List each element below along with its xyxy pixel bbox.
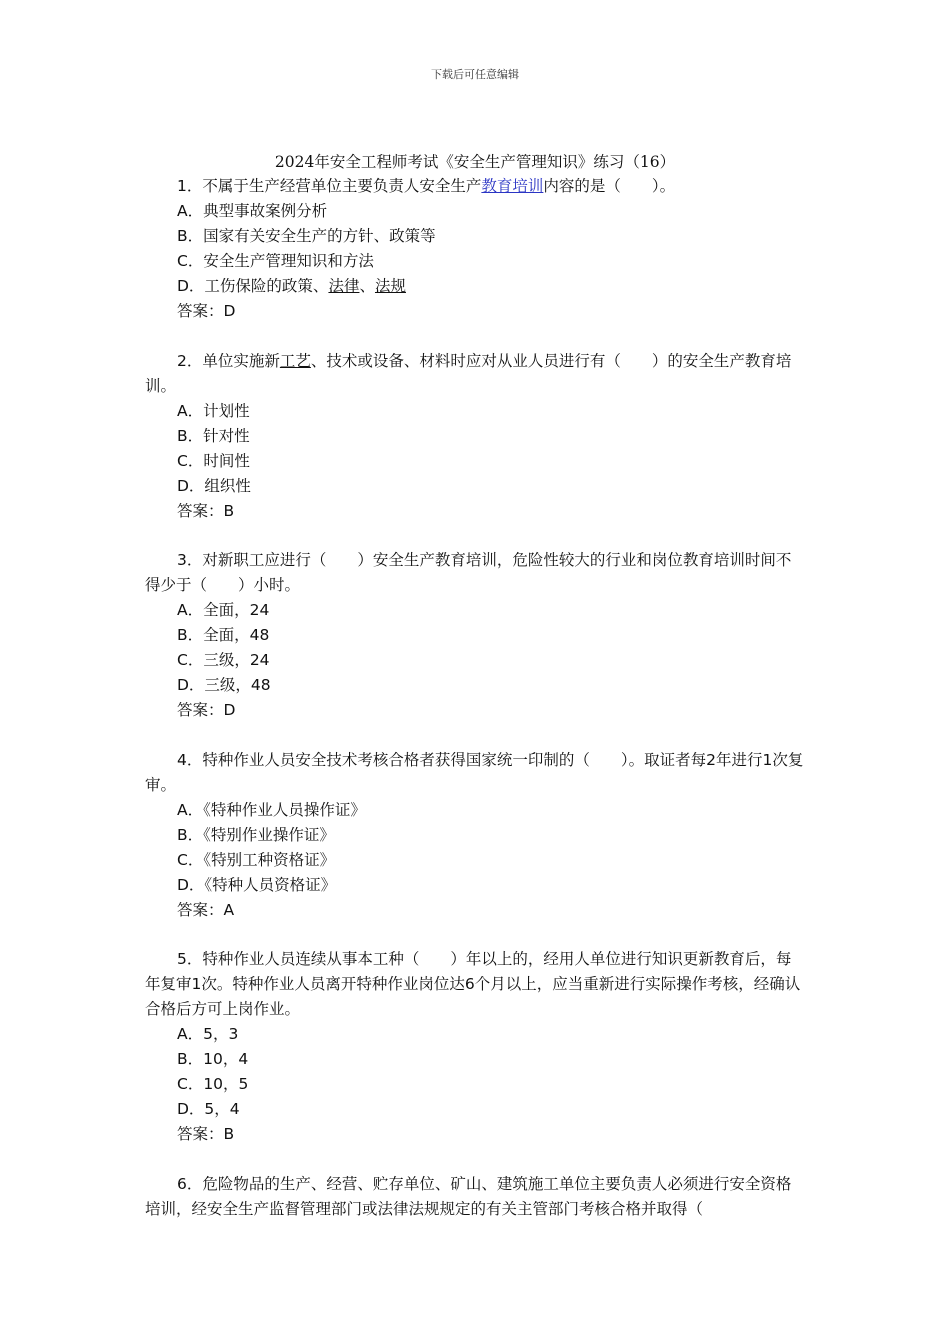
spacer [145, 1147, 805, 1172]
option-a: A．计划性 [177, 401, 250, 420]
option-d: D．组织性 [177, 476, 251, 495]
option-b: B．国家有关安全生产的方针、政策等 [177, 227, 436, 245]
option-c: C．时间性 [177, 451, 250, 470]
stem-text: 、技术或设备、材料时应对从业人员进行有（ ）的安全生产教育培训。 [145, 351, 792, 395]
option-b: B．全面，48 [177, 626, 270, 644]
option-b: B．《特别作业操作证》 [177, 825, 335, 844]
option-text: 、 [359, 277, 375, 295]
question-3 [145, 548, 805, 723]
spacer [145, 324, 805, 349]
question-1 [145, 174, 805, 324]
answer: 答案：D [177, 302, 236, 320]
answer: 答案：A [177, 900, 235, 919]
option-d: D．三级，48 [177, 676, 271, 694]
process-link[interactable]: 工艺 [279, 351, 311, 370]
spacer [145, 723, 805, 748]
option-text: D．工伤保险的政策、 [177, 277, 329, 295]
question-stem: 4．特种作业人员安全技术考核合格者获得国家统一印制的（ ）。取证者每2年进行1次复审。 [145, 750, 804, 794]
question-6 [145, 1172, 805, 1222]
question-stem: 6．危险物品的生产、经营、贮存单位、矿山、建筑施工单位主要负责人必须进行安全资格培训，经安全生产监督管理部门或法律法规规定的有关主管部门考核合格并取得（ [145, 1174, 792, 1218]
stem-text: 1．不属于生产经营单位主要负责人安全生产 [177, 177, 482, 195]
question-stem: 5．特种作业人员连续从事本工种（ ）年以上的，经用人单位进行知识更新教育后，每 年复审1次。特种作业人员离开特种作业岗位达6个月以上，应当重新进行实际操作考核，经确认合格后方可上岗作业。 [145, 950, 801, 1018]
spacer [145, 923, 805, 948]
answer: 答案：B [177, 501, 235, 520]
stem-text: 内容的是（ ）。 [543, 177, 676, 195]
stem-text: 2．单位实施新 [177, 351, 280, 370]
answer: 答案：B [177, 1125, 235, 1143]
page-header: 下载后可任意编辑 [431, 68, 519, 81]
option-d: D．5，4 [177, 1100, 240, 1118]
question-stem [145, 174, 805, 199]
law-link[interactable]: 法律 [328, 277, 360, 295]
answer: 答案：D [177, 701, 236, 719]
option-a: A．《特种作业人员操作证》 [177, 800, 366, 819]
option-c: C．三级，24 [177, 651, 270, 669]
option-b: B．针对性 [177, 426, 250, 445]
regulation-link[interactable]: 法规 [374, 277, 406, 295]
option-d: D．《特种人员资格证》 [177, 875, 337, 894]
option-d [145, 274, 805, 299]
education-training-link[interactable]: 教育培训 [481, 177, 544, 195]
option-c: C．10，5 [177, 1075, 249, 1093]
option-a: A．典型事故案例分析 [177, 202, 328, 220]
option-c: C．安全生产管理知识和方法 [177, 252, 374, 270]
option-b: B．10，4 [177, 1050, 249, 1068]
option-c: C．《特别工种资格证》 [177, 850, 336, 869]
option-a: A．5，3 [177, 1025, 239, 1043]
question-5 [145, 947, 805, 1147]
question-stem: 3．对新职工应进行（ ）安全生产教育培训，危险性较大的行业和岗位教育培训时间不得少于（ ）小时。 [145, 551, 792, 594]
question-list [145, 174, 805, 1222]
question-2 [145, 349, 805, 524]
question-stem [145, 349, 805, 399]
question-4 [145, 748, 805, 923]
document-title: 2024年安全工程师考试《安全生产管理知识》练习（16） [274, 153, 676, 171]
spacer [145, 524, 805, 549]
option-a: A．全面，24 [177, 601, 270, 619]
